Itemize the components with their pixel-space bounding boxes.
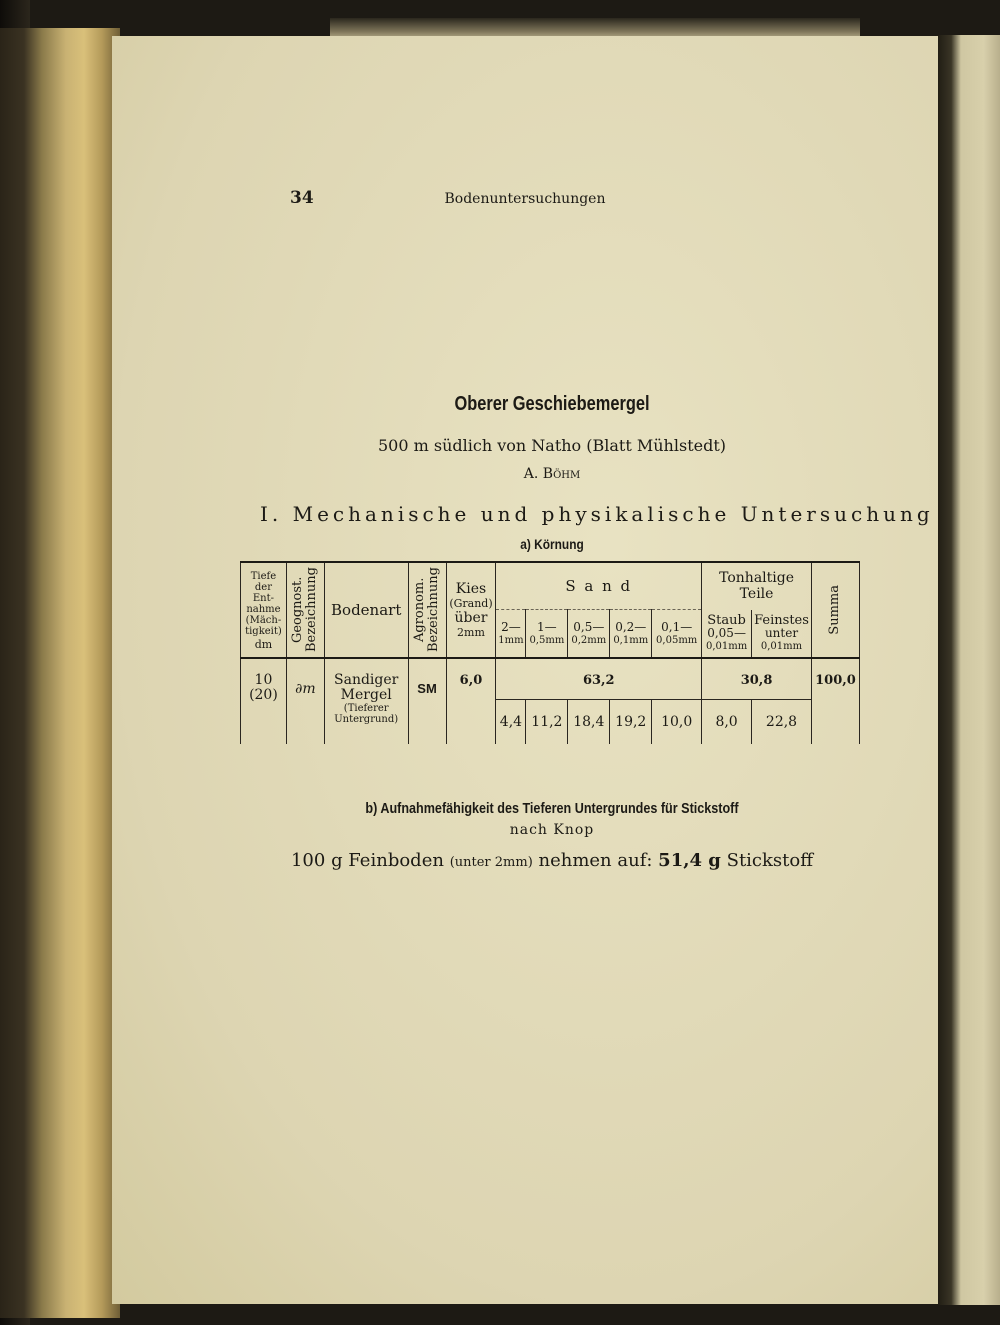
author: A. Böhm (523, 466, 581, 482)
cell-agronom: SM (408, 673, 446, 744)
header-ton-col-line: unter (764, 625, 799, 640)
header-kies-line: über (454, 610, 488, 626)
header-sand-col-5 (652, 610, 702, 659)
header-sand-col-1 (496, 610, 526, 659)
sub-heading-koernung: a) Körnung (520, 536, 584, 552)
header-summa-text: Summa (827, 585, 843, 635)
header-bodenart: Bodenart (324, 562, 408, 658)
cell-sand-value: 10,0 (652, 700, 702, 745)
cell-sand-value: 4,4 (496, 700, 526, 745)
header-kies-line: 2mm (457, 626, 485, 639)
header-sand-col-line: 1— (537, 619, 557, 634)
cell-bodenart (324, 673, 408, 744)
header-geognost-line: Geognost. (290, 576, 306, 644)
result-mid: nehmen auf: (538, 850, 653, 871)
header-tiefe-unit: dm (254, 637, 273, 651)
cell-bodenart-line: Mergel (340, 687, 392, 703)
header-sand-col-4 (610, 610, 652, 659)
book-page-edges-left (0, 28, 120, 1318)
header-agronom-line: Agronom. (412, 577, 428, 643)
header-geognost-line: Bezeichnung (304, 567, 320, 653)
document-title: Oberer Geschiebemergel (454, 393, 650, 415)
header-sand-col-line: 0,2mm (571, 634, 607, 646)
cell-kies: 6,0 (446, 673, 496, 744)
cell-sand-value: 11,2 (526, 700, 568, 745)
header-ton-col-1 (702, 610, 752, 659)
cell-tiefe-value: 10 (254, 672, 273, 688)
header-sand-col-2 (526, 610, 568, 659)
result-small: (unter 2mm) (449, 855, 533, 870)
header-kies-line: (Grand) (449, 597, 493, 610)
header-agronom (408, 562, 446, 658)
header-ton-col-line: 0,01mm (705, 640, 748, 652)
cell-ton-value: 22,8 (752, 700, 812, 745)
book-page (112, 36, 938, 1304)
header-sand-col-line: 0,2— (615, 619, 647, 634)
header-geognost (286, 562, 324, 658)
header-ton-col-line: Staub (707, 612, 746, 628)
koernung-table-wrap (240, 561, 860, 744)
result-value: 51,4 g (658, 850, 721, 871)
header-tiefe-line: Tiefe (250, 570, 277, 582)
cell-geognost: ∂m (286, 673, 324, 744)
section-heading: I. Mechanische und physikalische Untersuchung (260, 502, 934, 526)
header-tiefe-line: tigkeit) (245, 625, 282, 637)
header-agronom-line: Bezeichnung (426, 567, 442, 653)
header-sand-col-line: 2— (501, 619, 521, 634)
location-subtitle: 500 m südlich von Natho (Blatt Mühlstedt) (377, 436, 726, 455)
cell-tiefe-value: (20) (249, 687, 278, 703)
section-b-sub: nach Knop (509, 822, 595, 838)
cell-tiefe (241, 673, 287, 744)
cell-sand-value: 19,2 (610, 700, 652, 745)
header-summa (811, 562, 859, 658)
header-ton (702, 562, 812, 610)
header-tiefe-line: Ent- (252, 592, 275, 604)
header-sand-col-line: 0,1— (661, 619, 693, 634)
book-page-edges-right (935, 35, 1000, 1305)
header-ton-col-line: 0,01mm (760, 640, 803, 652)
header-tiefe-line: (Mäch- (245, 614, 282, 626)
cell-summa: 100,0 (811, 673, 859, 744)
cell-ton-total: 30,8 (702, 673, 812, 700)
section-b-result (112, 850, 992, 871)
result-pre: 100 g Feinboden (290, 850, 444, 871)
header-ton-col-line: Feinstes (754, 612, 809, 628)
running-head: Bodenuntersuchungen (444, 191, 606, 207)
cell-sand-value: 18,4 (568, 700, 610, 745)
header-tiefe-line: nahme (246, 603, 281, 615)
header-tiefe (241, 562, 287, 658)
table-row (241, 673, 860, 700)
header-ton-col-line: 0,05— (707, 625, 746, 640)
cell-bodenart-line: Sandiger (334, 672, 399, 688)
result-post: Stickstoff (726, 850, 814, 871)
koernung-table (240, 561, 860, 744)
header-ton-col-2 (752, 610, 812, 659)
header-ton-line: Tonhaltige (719, 570, 794, 587)
header-sand-col-3 (568, 610, 610, 659)
section-b-heading: b) Aufnahmefähigkeit des Tieferen Untergrundes für Stickstoff (365, 800, 739, 817)
header-sand-col-line: 1mm (498, 634, 524, 646)
header-sand-col-line: 0,5— (573, 619, 605, 634)
cell-bodenart-note: Untergrund) (334, 714, 399, 725)
page-number: 34 (290, 188, 314, 208)
header-kies-line: Kies (455, 581, 487, 597)
header-tiefe-line: der (254, 581, 272, 593)
header-kies (446, 562, 496, 658)
cell-sand-total: 63,2 (496, 673, 702, 700)
header-sand-col-line: 0,5mm (529, 634, 565, 646)
header-sand: S a n d (496, 562, 702, 610)
header-sand-col-line: 0,1mm (613, 634, 649, 646)
header-ton-line: Teile (739, 586, 774, 603)
cell-ton-value: 8,0 (702, 700, 752, 745)
cell-bodenart-note: (Tieferer (343, 703, 389, 714)
header-sand-col-line: 0,05mm (656, 634, 698, 646)
